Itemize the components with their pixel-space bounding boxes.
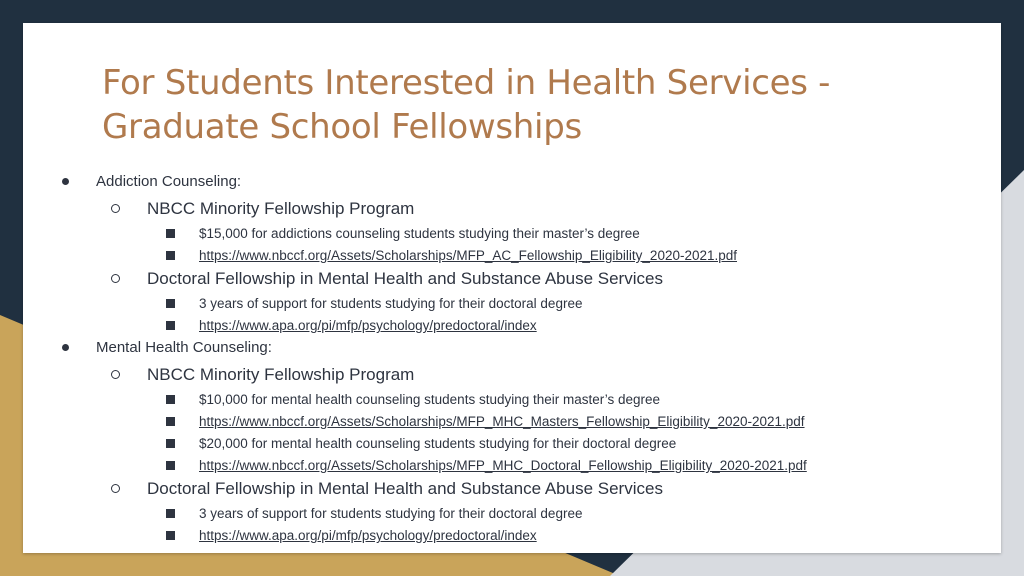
hollow-circle-bullet-icon bbox=[111, 484, 120, 493]
program-detail bbox=[23, 525, 1001, 546]
square-bullet-icon bbox=[166, 531, 175, 540]
section-addiction-counseling bbox=[23, 171, 1001, 193]
program-detail bbox=[23, 315, 1001, 336]
detail-text: 3 years of support for students studying for their doctoral degree bbox=[199, 506, 583, 521]
hollow-circle-bullet-icon bbox=[111, 274, 120, 283]
program-name: Doctoral Fellowship in Mental Health and Substance Abuse Services bbox=[147, 479, 663, 498]
square-bullet-icon bbox=[166, 251, 175, 260]
square-bullet-icon bbox=[166, 321, 175, 330]
fellowship-link[interactable]: https://www.apa.org/pi/mfp/psychology/predoctoral/index bbox=[199, 528, 537, 543]
program-detail bbox=[23, 433, 1001, 454]
program-item bbox=[23, 197, 1001, 221]
square-bullet-icon bbox=[166, 439, 175, 448]
program-detail bbox=[23, 245, 1001, 266]
detail-text: $20,000 for mental health counseling students studying for their doctoral degree bbox=[199, 436, 677, 451]
section-label: Addiction Counseling: bbox=[96, 173, 242, 190]
square-bullet-icon bbox=[166, 417, 175, 426]
program-item bbox=[23, 477, 1001, 501]
filled-circle-bullet-icon bbox=[62, 178, 69, 185]
title-line-1: For Students Interested in Health Services - bbox=[102, 63, 831, 103]
program-detail bbox=[23, 455, 1001, 476]
fellowship-link[interactable]: https://www.nbccf.org/Assets/Scholarships/MFP_AC_Fellowship_Eligibility_2020-2021.pdf bbox=[199, 248, 738, 263]
section-mental-health-counseling bbox=[23, 337, 1001, 359]
filled-circle-bullet-icon bbox=[62, 344, 69, 351]
program-item bbox=[23, 267, 1001, 291]
slide-title bbox=[102, 61, 942, 149]
program-item bbox=[23, 363, 1001, 387]
program-detail bbox=[23, 503, 1001, 524]
program-name: NBCC Minority Fellowship Program bbox=[147, 199, 415, 218]
square-bullet-icon bbox=[166, 509, 175, 518]
square-bullet-icon bbox=[166, 395, 175, 404]
hollow-circle-bullet-icon bbox=[111, 370, 120, 379]
detail-text: $10,000 for mental health counseling students studying their master’s degree bbox=[199, 392, 661, 407]
detail-text: $15,000 for addictions counseling students studying their master’s degree bbox=[199, 226, 640, 241]
slide-body bbox=[23, 171, 1001, 547]
program-detail bbox=[23, 293, 1001, 314]
program-name: Doctoral Fellowship in Mental Health and Substance Abuse Services bbox=[147, 269, 663, 288]
program-detail bbox=[23, 411, 1001, 432]
square-bullet-icon bbox=[166, 461, 175, 470]
fellowship-link[interactable]: https://www.nbccf.org/Assets/Scholarships/MFP_MHC_Doctoral_Fellowship_Eligibility_2020-2021.pdf bbox=[199, 458, 807, 473]
title-line-2: Graduate School Fellowships bbox=[102, 107, 582, 147]
fellowship-link[interactable]: https://www.nbccf.org/Assets/Scholarships/MFP_MHC_Masters_Fellowship_Eligibility_2020-2021.pdf bbox=[199, 414, 805, 429]
section-label: Mental Health Counseling: bbox=[96, 339, 272, 356]
program-detail bbox=[23, 389, 1001, 410]
program-name: NBCC Minority Fellowship Program bbox=[147, 365, 415, 384]
program-detail bbox=[23, 223, 1001, 244]
hollow-circle-bullet-icon bbox=[111, 204, 120, 213]
square-bullet-icon bbox=[166, 229, 175, 238]
detail-text: 3 years of support for students studying for their doctoral degree bbox=[199, 296, 583, 311]
square-bullet-icon bbox=[166, 299, 175, 308]
slide bbox=[23, 23, 1001, 553]
fellowship-link[interactable]: https://www.apa.org/pi/mfp/psychology/predoctoral/index bbox=[199, 318, 537, 333]
